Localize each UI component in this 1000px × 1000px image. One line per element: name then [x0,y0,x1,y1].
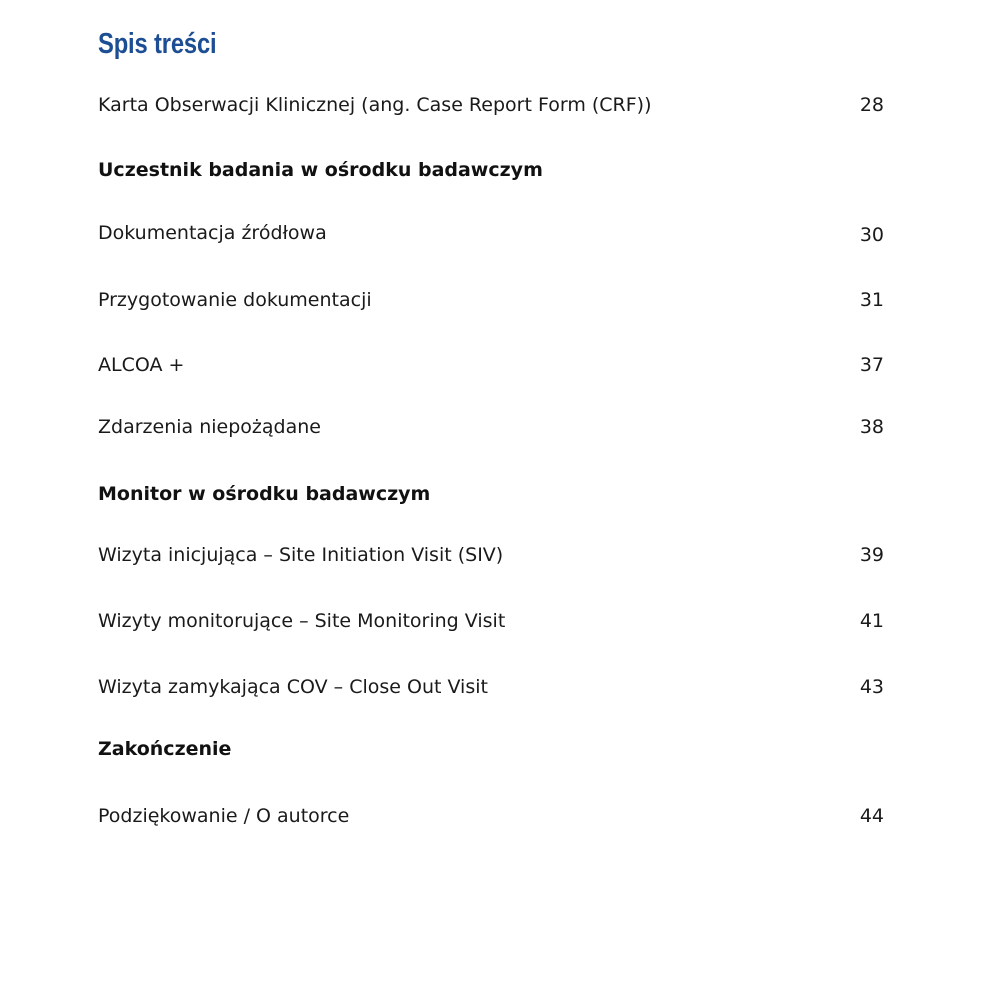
toc-entry-page: 41 [859,610,884,632]
toc-entry[interactable] [98,350,884,380]
toc-entry[interactable] [98,285,884,315]
toc-entry-page: 38 [859,416,884,438]
toc-section-heading[interactable]: Monitor w ośrodku badawczym [98,483,431,505]
toc-entry-page: 30 [859,224,884,246]
toc-entry[interactable] [98,801,884,831]
toc-entry[interactable] [98,90,884,120]
toc-entry[interactable] [98,540,884,570]
toc-entry-page: 28 [859,94,884,116]
toc-entry-label: ALCOA + [98,354,185,376]
toc-entry-label: Przygotowanie dokumentacji [98,289,372,311]
toc-entry-page: 31 [859,289,884,311]
toc-section-heading[interactable]: Zakończenie [98,738,232,760]
toc-entry[interactable] [98,672,884,702]
toc-entry-label: Karta Obserwacji Klinicznej (ang. Case Report Form (CRF)) [98,94,652,116]
toc-entry-label: Zdarzenia niepożądane [98,416,321,438]
toc-entry-page: 39 [859,544,884,566]
page-title: Spis treści [98,28,217,60]
toc-entry[interactable] [98,218,884,248]
toc-entry-label: Wizyta zamykająca COV – Close Out Visit [98,676,488,698]
toc-entry-label: Wizyty monitorujące – Site Monitoring Visit [98,610,506,632]
toc-entry-label: Podziękowanie / O autorce [98,805,350,827]
toc-entry-label: Dokumentacja źródłowa [98,222,327,244]
toc-entry-label: Wizyta inicjująca – Site Initiation Visit (SIV) [98,544,504,566]
toc-section-heading[interactable]: Uczestnik badania w ośrodku badawczym [98,159,543,181]
toc-entry-page: 37 [859,354,884,376]
toc-entry[interactable] [98,412,884,442]
toc-entry[interactable] [98,606,884,636]
toc-entry-page: 44 [859,805,884,827]
toc-entry-page: 43 [859,676,884,698]
